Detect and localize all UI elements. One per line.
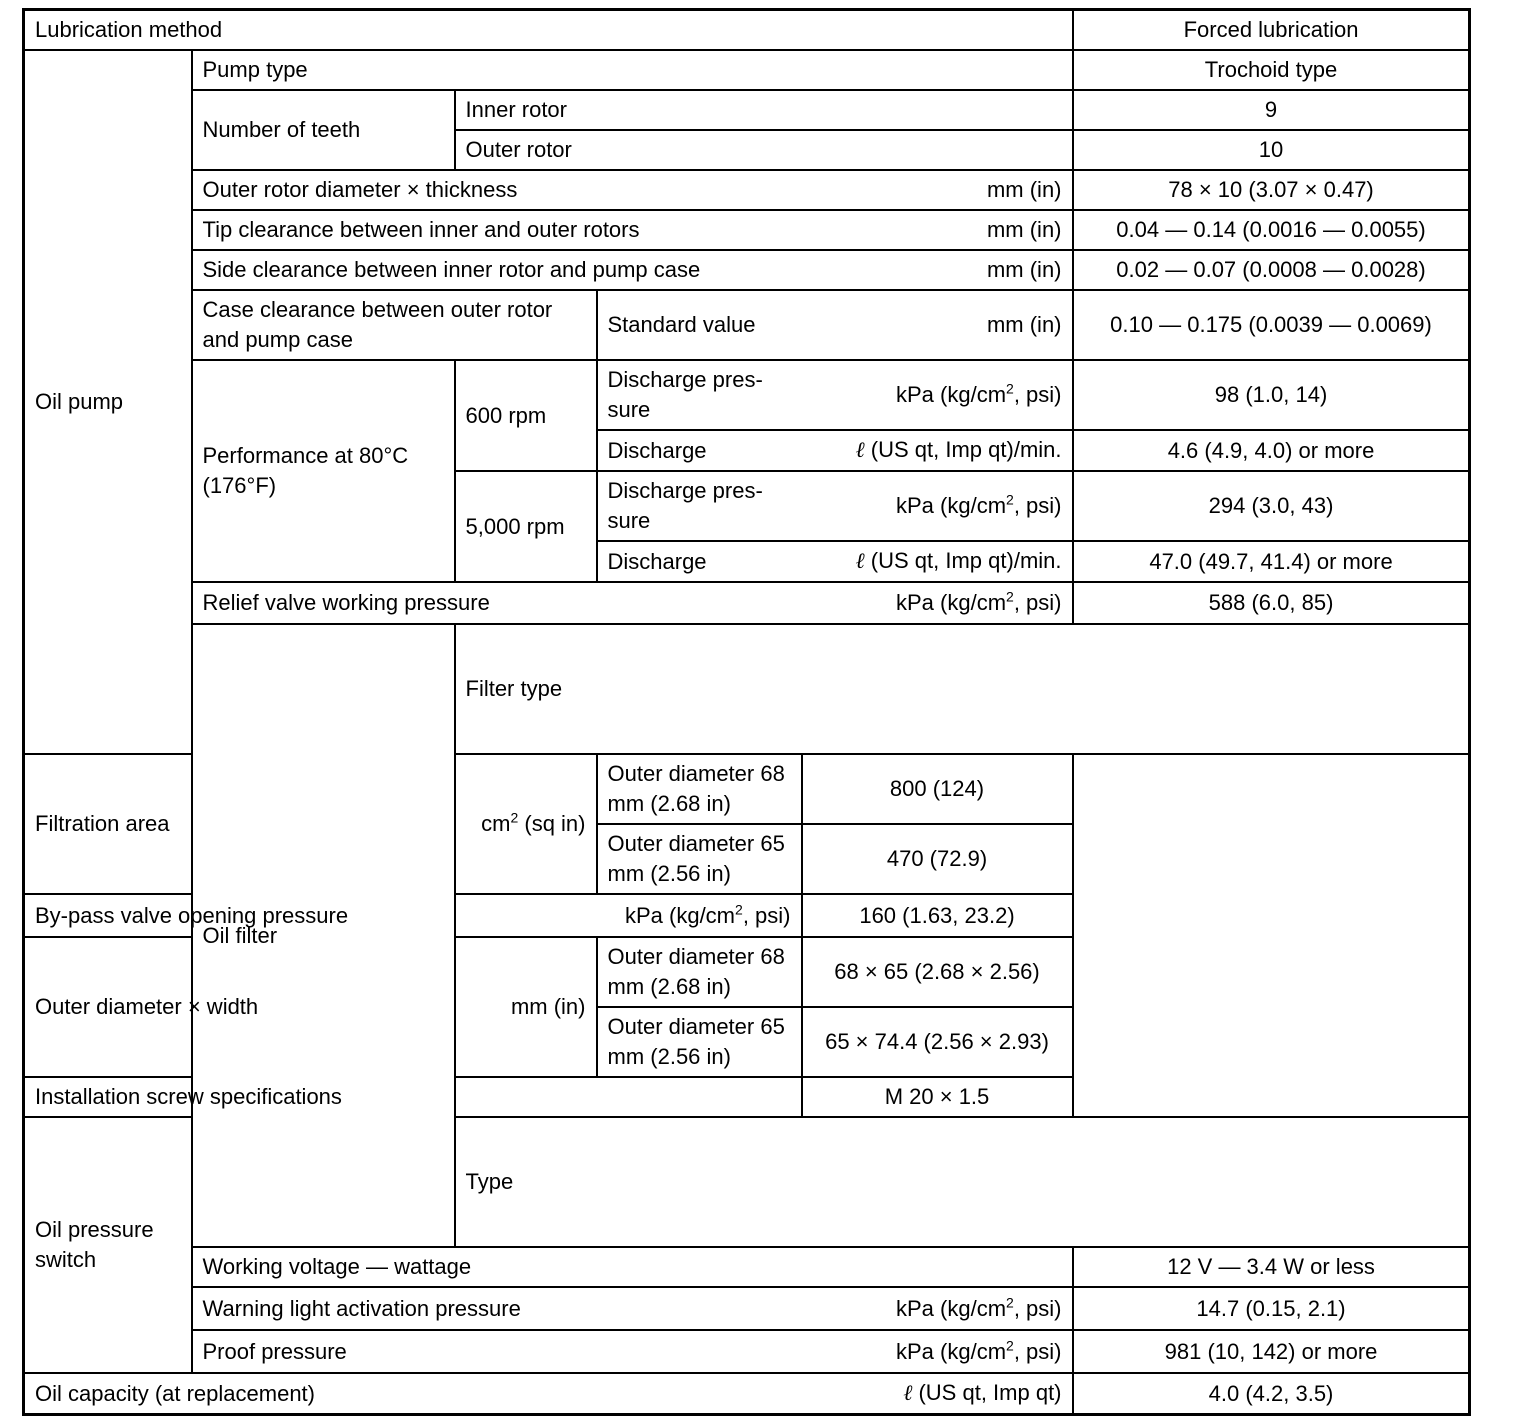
proof-pressure-unit: kPa ($kg/cm^2$, psi) (896, 1337, 1062, 1364)
tip-clearance-unit: mm (in) (986, 217, 1062, 242)
row-warning-pressure (24, 1287, 1470, 1330)
lubrication-method-value: Forced lubrication (1073, 10, 1470, 51)
row-outer-rotor-dim (24, 170, 1470, 210)
inner-rotor-label: Inner rotor (455, 90, 1073, 130)
oil-capacity-label: Oil capacity (at replacement) (35, 1380, 315, 1406)
bypass-unit: kPa ($kg/cm^2$, psi) (624, 901, 791, 928)
rpm-600-discharge-value: 4.6 (4.9, 4.0) or more (1073, 430, 1470, 471)
row-filtration-od68 (24, 754, 1470, 824)
rpm-5000-label: 5,000 rpm (455, 471, 597, 582)
relief-valve-label: Relief valve working pressure (202, 590, 490, 615)
row-tip-clearance (24, 210, 1470, 250)
side-clearance-value: 0.02 — 0.07 (0.0008 — 0.0028) (1073, 250, 1470, 290)
warning-pressure-label: Warning light activation pressure (202, 1295, 521, 1321)
row-filter-type (24, 624, 1470, 754)
case-clearance-label: Case clearance between outer rotor and pump case (192, 290, 597, 360)
case-clearance-value: 0.10 — 0.175 (0.0039 — 0.0069) (1073, 290, 1470, 360)
voltage-label: Working voltage — wattage (192, 1247, 1073, 1287)
row-oil-capacity (24, 1373, 1470, 1415)
rpm-600-discharge-label: Discharge (607, 437, 707, 463)
relief-valve-unit: kPa ($kg/cm^2$, psi) (896, 588, 1062, 615)
inner-rotor-value: 9 (1073, 90, 1470, 130)
outer-rotor-dim-unit: mm (in) (986, 177, 1062, 202)
pump-type-value: Trochoid type (1073, 50, 1470, 90)
filtration-od68-label: Outer diameter 68 mm (2.68 in) (597, 754, 802, 824)
bypass-label: By-pass valve opening pressure (35, 902, 349, 928)
rpm-600-discharge-pressure-label: Discharge pres-sure (607, 367, 763, 422)
filtration-area-label: Filtration area (35, 811, 170, 836)
oil-pump-group-label: Oil pump (24, 50, 192, 754)
oil-capacity-unit: ℓ (US qt, Imp qt) (903, 1380, 1062, 1406)
rpm-5000-discharge-pressure-value: 294 (3.0, 43) (1073, 471, 1470, 541)
rpm-5000-discharge-pressure-unit: kPa ($kg/cm^2$, psi) (896, 491, 1062, 518)
switch-type-label: Type (455, 1117, 1470, 1247)
proof-pressure-value: 981 (10, 142) or more (1073, 1330, 1470, 1373)
proof-pressure-label: Proof pressure (202, 1338, 347, 1364)
tip-clearance-value: 0.04 — 0.14 (0.0016 — 0.0055) (1073, 210, 1470, 250)
filtration-od65-value: 470 (72.9) (802, 824, 1073, 894)
side-clearance-unit: mm (in) (986, 257, 1062, 282)
outer-dim-unit: mm (in) (510, 994, 586, 1019)
row-proof-pressure (24, 1330, 1470, 1373)
row-lubrication-method (24, 10, 1470, 51)
outer-rotor-dim-label: Outer rotor diameter × thickness (202, 177, 518, 202)
number-of-teeth-label: Number of teeth (192, 90, 455, 170)
filtration-od68-value: 800 (124) (802, 754, 1073, 824)
row-screw (24, 1077, 1470, 1117)
row-600-discharge-pressure (24, 360, 1470, 430)
warning-pressure-value: 14.7 (0.15, 2.1) (1073, 1287, 1470, 1330)
relief-valve-value: 588 (6.0, 85) (1073, 582, 1470, 624)
oil-capacity-value: 4.0 (4.2, 3.5) (1073, 1373, 1470, 1415)
case-clearance-sublabel: Standard value (607, 312, 756, 337)
tip-clearance-label: Tip clearance between inner and outer rotors (202, 217, 640, 242)
oil-filter-group-label: Oil filter (192, 624, 455, 1247)
outer-dim-od68-value: 68 × 65 (2.68 × 2.56) (802, 937, 1073, 1007)
lubrication-spec-table (22, 8, 1471, 1416)
outer-dim-od65-label: Outer diameter 65 mm (2.56 in) (597, 1007, 802, 1077)
outer-rotor-value: 10 (1073, 130, 1470, 170)
screw-label: Installation screw specifications (24, 1077, 802, 1117)
rpm-5000-discharge-pressure-label: Discharge pres-sure (607, 478, 763, 533)
outer-dim-od68-label: Outer diameter 68 mm (2.68 in) (597, 937, 802, 1007)
outer-dim-label: Outer diameter × width (35, 994, 259, 1019)
row-relief-valve (24, 582, 1470, 624)
rpm-600-discharge-pressure-value: 98 (1.0, 14) (1073, 360, 1470, 430)
rpm-5000-discharge-unit: ℓ (US qt, Imp qt)/min. (855, 548, 1062, 574)
row-inner-rotor (24, 90, 1470, 130)
filtration-od65-label: Outer diameter 65 mm (2.56 in) (597, 824, 802, 894)
side-clearance-label: Side clearance between inner rotor and pump case (202, 257, 701, 282)
voltage-value: 12 V — 3.4 W or less (1073, 1247, 1470, 1287)
rpm-600-discharge-unit: ℓ (US qt, Imp qt)/min. (855, 437, 1062, 463)
performance-label: Performance at 80°C (176°F) (192, 360, 455, 582)
outer-rotor-dim-value: 78 × 10 (3.07 × 0.47) (1073, 170, 1470, 210)
row-side-clearance (24, 250, 1470, 290)
outer-dim-od65-value: 65 × 74.4 (2.56 × 2.93) (802, 1007, 1073, 1077)
pump-type-label: Pump type (192, 50, 1073, 90)
screw-value: M 20 × 1.5 (802, 1077, 1073, 1117)
rpm-600-discharge-pressure-unit: kPa ($kg/cm^2$, psi) (896, 380, 1062, 407)
row-case-clearance (24, 290, 1470, 360)
warning-pressure-unit: kPa ($kg/cm^2$, psi) (896, 1294, 1062, 1321)
rpm-600-label: 600 rpm (455, 360, 597, 471)
filtration-area-unit: $cm^2$ (sq in) (481, 809, 586, 836)
filter-type-label: Filter type (455, 624, 1470, 754)
outer-rotor-label: Outer rotor (455, 130, 1073, 170)
case-clearance-unit: mm (in) (986, 312, 1062, 337)
rpm-5000-discharge-value: 47.0 (49.7, 41.4) or more (1073, 541, 1470, 582)
row-pump-type (24, 50, 1470, 90)
lubrication-method-label: Lubrication method (24, 10, 1073, 51)
rpm-5000-discharge-label: Discharge (607, 548, 707, 574)
row-voltage (24, 1247, 1470, 1287)
oil-pressure-switch-group-label: Oil pressure switch (24, 1117, 192, 1373)
bypass-value: 160 (1.63, 23.2) (802, 894, 1073, 937)
